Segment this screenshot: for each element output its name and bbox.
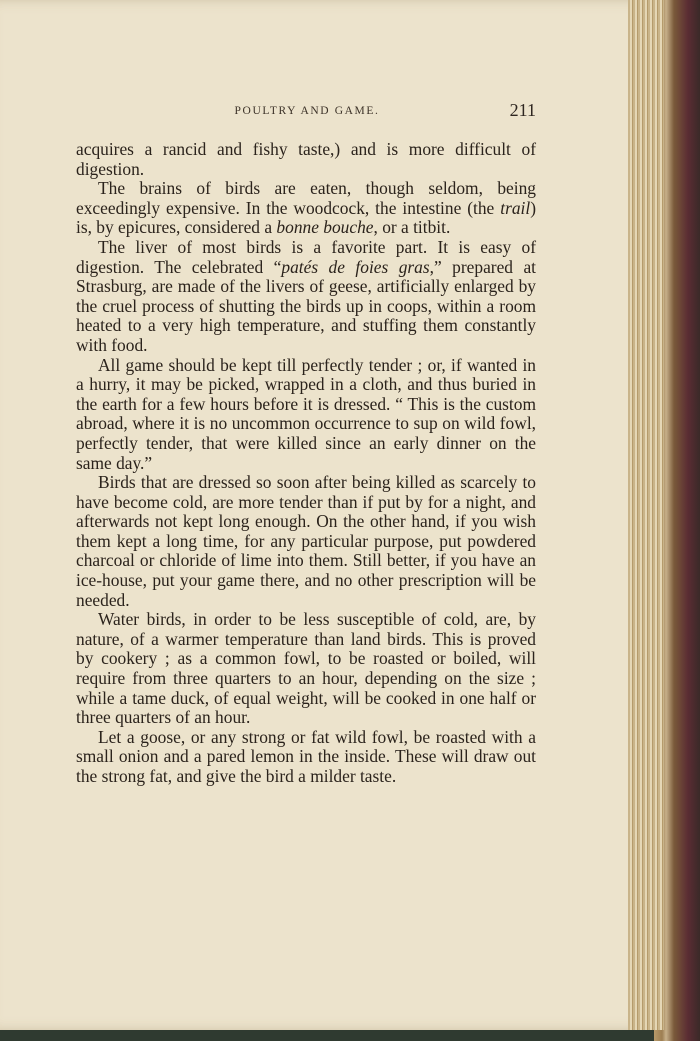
italic-text: patés de foies gras bbox=[281, 256, 430, 277]
paragraph bbox=[76, 610, 536, 728]
italic-text: trail bbox=[500, 197, 531, 218]
page-edges bbox=[628, 0, 664, 1030]
paragraph bbox=[76, 179, 536, 238]
text-run: Water birds, in order to be less susceptible of cold, are, by nature, of a warmer temperature than land birds. This is proved by cookery ; as a common fowl, to be roasted or boiled, will require from three quarters to an hour, depending on the size ; while a tame duck, of equal weight, will be cooked in one half or three quarters of an hour. bbox=[76, 609, 536, 728]
page-header bbox=[78, 102, 536, 124]
text-run: Let a goose, or any strong or fat wild fowl, be roasted with a small onion and a pared lemon in the inside. These will draw out the strong fat, and give the bird a milder taste. bbox=[76, 726, 536, 786]
text-run: ,” prepared at Strasburg, are made of the livers of geese, artificially enlarged by the cruel process of shutting the birds up in coops, within a room heated to a very high temperature, and stuffing them constantly with food. bbox=[76, 256, 536, 355]
paragraph bbox=[76, 356, 536, 474]
page-number: 211 bbox=[509, 100, 536, 120]
running-head: POULTRY AND GAME. bbox=[234, 105, 380, 117]
text-run: The brains of birds are eaten, though seldom, being exceedingly expensive. In the woodcock, the intestine (the bbox=[76, 178, 536, 218]
paragraph bbox=[76, 238, 536, 356]
paragraph bbox=[76, 140, 536, 179]
text-run: , or a titbit. bbox=[373, 217, 451, 238]
text-run: ) is, by epicures, considered a bbox=[76, 197, 536, 238]
text-run: The liver of most birds is a favorite part. It is easy of digestion. The celebrated “ bbox=[76, 236, 536, 277]
text-run: Birds that are dressed so soon after being killed as scarcely to have become cold, are more tender than if put by for a night, and afterwards not kept long enough. On the other hand, if you wish them kept a long time, for any particular purpose, put powdered charcoal or chloride of lime into them. Still better, if you have an ice-house, put your game there, and no other prescription will be needed. bbox=[76, 472, 536, 610]
paragraph bbox=[76, 473, 536, 610]
paragraph bbox=[76, 728, 536, 787]
body-text bbox=[76, 140, 536, 787]
text-run: acquires a rancid and fishy taste,) and is more difficult of digestion. bbox=[76, 139, 536, 179]
italic-text: bonne bouche bbox=[276, 217, 374, 238]
text-run: All game should be kept till perfectly tender ; or, if wanted in a hurry, it may be picked, wrapped in a cloth, and thus buried in the earth for a few hours before it is dressed. “ This is the custom abroad, where it is no uncommon occurrence to sup on wild fowl, perfectly tender, that were killed since an early dinner on the same day.” bbox=[76, 354, 536, 473]
